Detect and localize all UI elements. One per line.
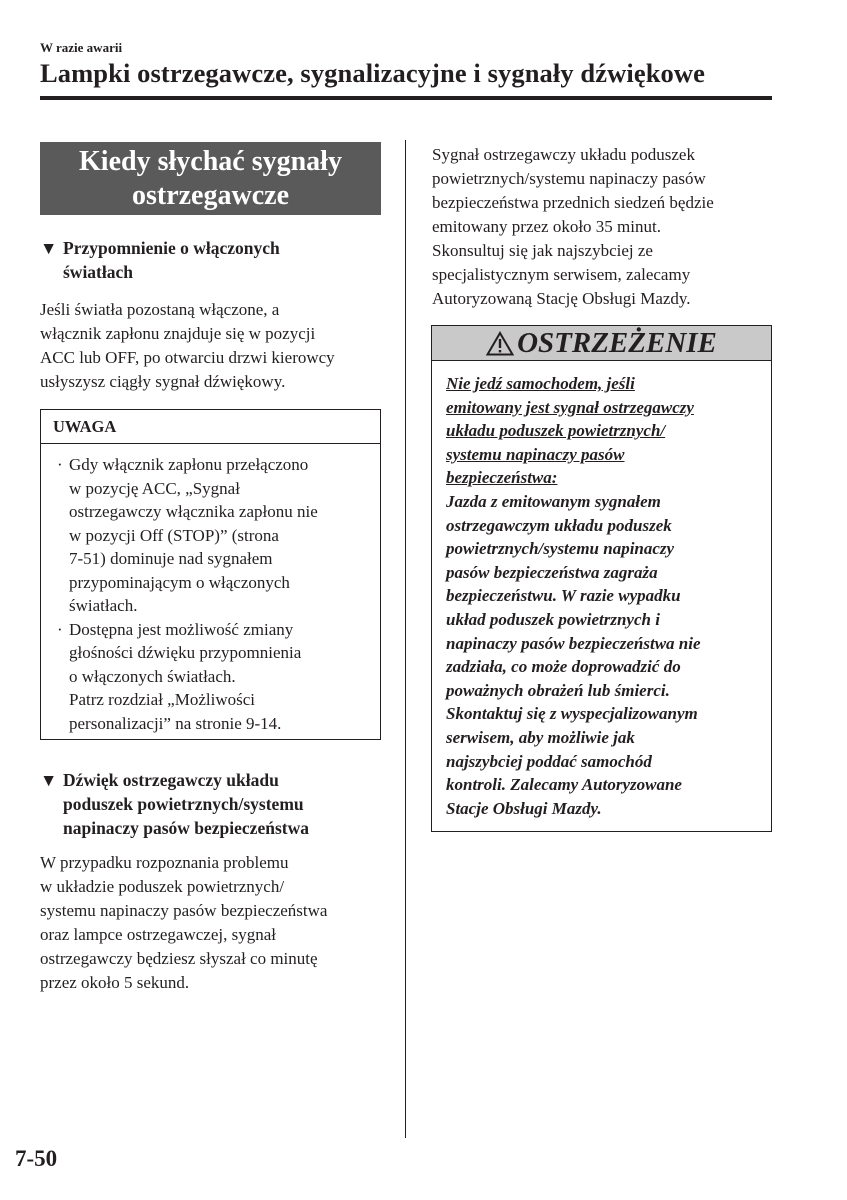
text-line: ostrzegawczy włącznika zapłonu nie [69, 502, 318, 521]
text-line: układu poduszek powietrznych/ [446, 421, 666, 441]
subhead-line: napinaczy pasów bezpieczeństwa [63, 818, 309, 838]
text-line: układ poduszek powietrznych i [446, 609, 660, 629]
subhead-line: Przypomnienie o włączonych [63, 238, 280, 258]
text-line: bezpieczeństwa: [446, 468, 558, 488]
subhead-line: Dźwięk ostrzegawczy układu [63, 770, 279, 790]
text-line: przypominającym o włączonych [69, 572, 290, 592]
paragraph-airbag-duration [432, 143, 777, 311]
text-line: ostrzegawczym układu poduszek [446, 515, 672, 535]
note-list [41, 444, 380, 735]
note-header: UWAGA [41, 410, 380, 444]
list-item [57, 453, 380, 618]
breadcrumb: W razie awarii [40, 40, 123, 55]
subhead-airbag-warning [40, 768, 309, 840]
text-line: o włączonych światłach. [69, 666, 236, 686]
note-box [40, 409, 381, 740]
text-line: bezpieczeństwa przednich siedzeń będzie [432, 193, 714, 212]
warning-header [432, 326, 771, 361]
triangle-down-icon: ▼ [40, 238, 58, 258]
text-line: emitowany jest sygnał ostrzegawczy [446, 397, 694, 417]
warning-box [431, 325, 772, 832]
text-line: Stacje Obsługi Mazdy. [446, 798, 602, 818]
text-line: bezpieczeństwu. W razie wypadku [446, 586, 681, 606]
text-line: kontroli. Zalecamy Autoryzowane [446, 775, 682, 795]
text-line: personalizacji” na stronie 9-14. [69, 713, 282, 733]
text-line: emitowany przez około 35 minut. [432, 217, 661, 236]
section-title-line: Kiedy słychać sygnały [79, 145, 342, 177]
title-rule [40, 96, 772, 100]
text-line: oraz lampce ostrzegawczej, sygnał [40, 925, 276, 944]
text-line: przez około 5 sekund. [40, 973, 190, 992]
text-line: ACC lub OFF, po otwarciu drzwi kierowcy [40, 348, 335, 367]
text-line: Autoryzowaną Stację Obsługi Mazdy. [432, 289, 691, 308]
text-line: powietrznych/systemu napinaczy [446, 539, 675, 559]
section-title-box [40, 142, 381, 215]
bullet-dot-icon: · [57, 619, 63, 639]
text-line: pasów bezpieczeństwa zagraża [446, 562, 658, 582]
text-line: włącznik zapłonu znajduje się w pozycji [40, 324, 316, 343]
warning-body [432, 361, 771, 820]
text-line: Patrz rozdział „Możliwości [69, 690, 255, 709]
text-line: w układzie poduszek powietrznych/ [40, 877, 285, 896]
text-line: systemu napinaczy pasów [446, 444, 625, 464]
text-line: głośności dźwięku przypomnienia [69, 643, 302, 662]
page-number: 7-50 [15, 1146, 58, 1171]
paragraph-lights-reminder [40, 298, 385, 394]
warning-triangle-icon [486, 331, 514, 356]
text-line: poważnych obrażeń lub śmierci. [446, 680, 670, 700]
text-line: Sygnał ostrzegawczy układu poduszek [432, 145, 695, 164]
text-line: w pozycji Off (STOP)” (strona [69, 525, 279, 545]
subhead-lights-reminder [40, 236, 280, 284]
section-title-line: ostrzegawcze [131, 179, 289, 211]
text-line: powietrznych/systemu napinaczy pasów [432, 169, 706, 188]
text-line: Dostępna jest możliwość zmiany [69, 619, 294, 639]
text-line: ostrzegawczy będziesz słyszał co minutę [40, 949, 318, 968]
text-line: serwisem, aby możliwie jak [446, 727, 635, 747]
text-line: W przypadku rozpoznania problemu [40, 853, 289, 872]
warning-title: OSTRZEŻENIE [517, 326, 717, 359]
column-divider [405, 140, 406, 1138]
list-item [57, 618, 380, 736]
text-line: napinaczy pasów bezpieczeństwa nie [446, 633, 701, 653]
text-line: najszybciej poddać samochód [446, 751, 652, 771]
text-line: 7-51) dominuje nad sygnałem [69, 549, 273, 568]
text-line: światłach. [69, 596, 138, 615]
text-line: specjalistycznym serwisem, zalecamy [432, 265, 691, 284]
paragraph-airbag-warning [40, 851, 385, 995]
text-line: usłyszysz ciągły sygnał dźwiękowy. [40, 372, 286, 391]
text-line: Skontaktuj się z wyspecjalizowanym [446, 704, 698, 724]
text-line: Jazda z emitowanym sygnałem [446, 491, 661, 511]
text-line: Skonsultuj się jak najszybciej ze [432, 241, 653, 260]
page-title: Lampki ostrzegawcze, sygnalizacyjne i sygnały dźwiękowe [40, 58, 705, 88]
triangle-down-icon: ▼ [40, 770, 58, 790]
text-line: Nie jedź samochodem, jeśli [446, 374, 635, 393]
subhead-line: światłach [63, 262, 133, 282]
text-line: w pozycję ACC, „Sygnał [69, 478, 240, 498]
bullet-dot-icon: · [57, 455, 63, 474]
text-line: Jeśli światła pozostaną włączone, a [40, 300, 280, 319]
text-line: systemu napinaczy pasów bezpieczeństwa [40, 901, 328, 920]
text-line: Gdy włącznik zapłonu przełączono [69, 455, 309, 474]
subhead-line: poduszek powietrznych/systemu [63, 794, 304, 814]
text-line: zadziała, co może doprowadzić do [446, 657, 681, 677]
